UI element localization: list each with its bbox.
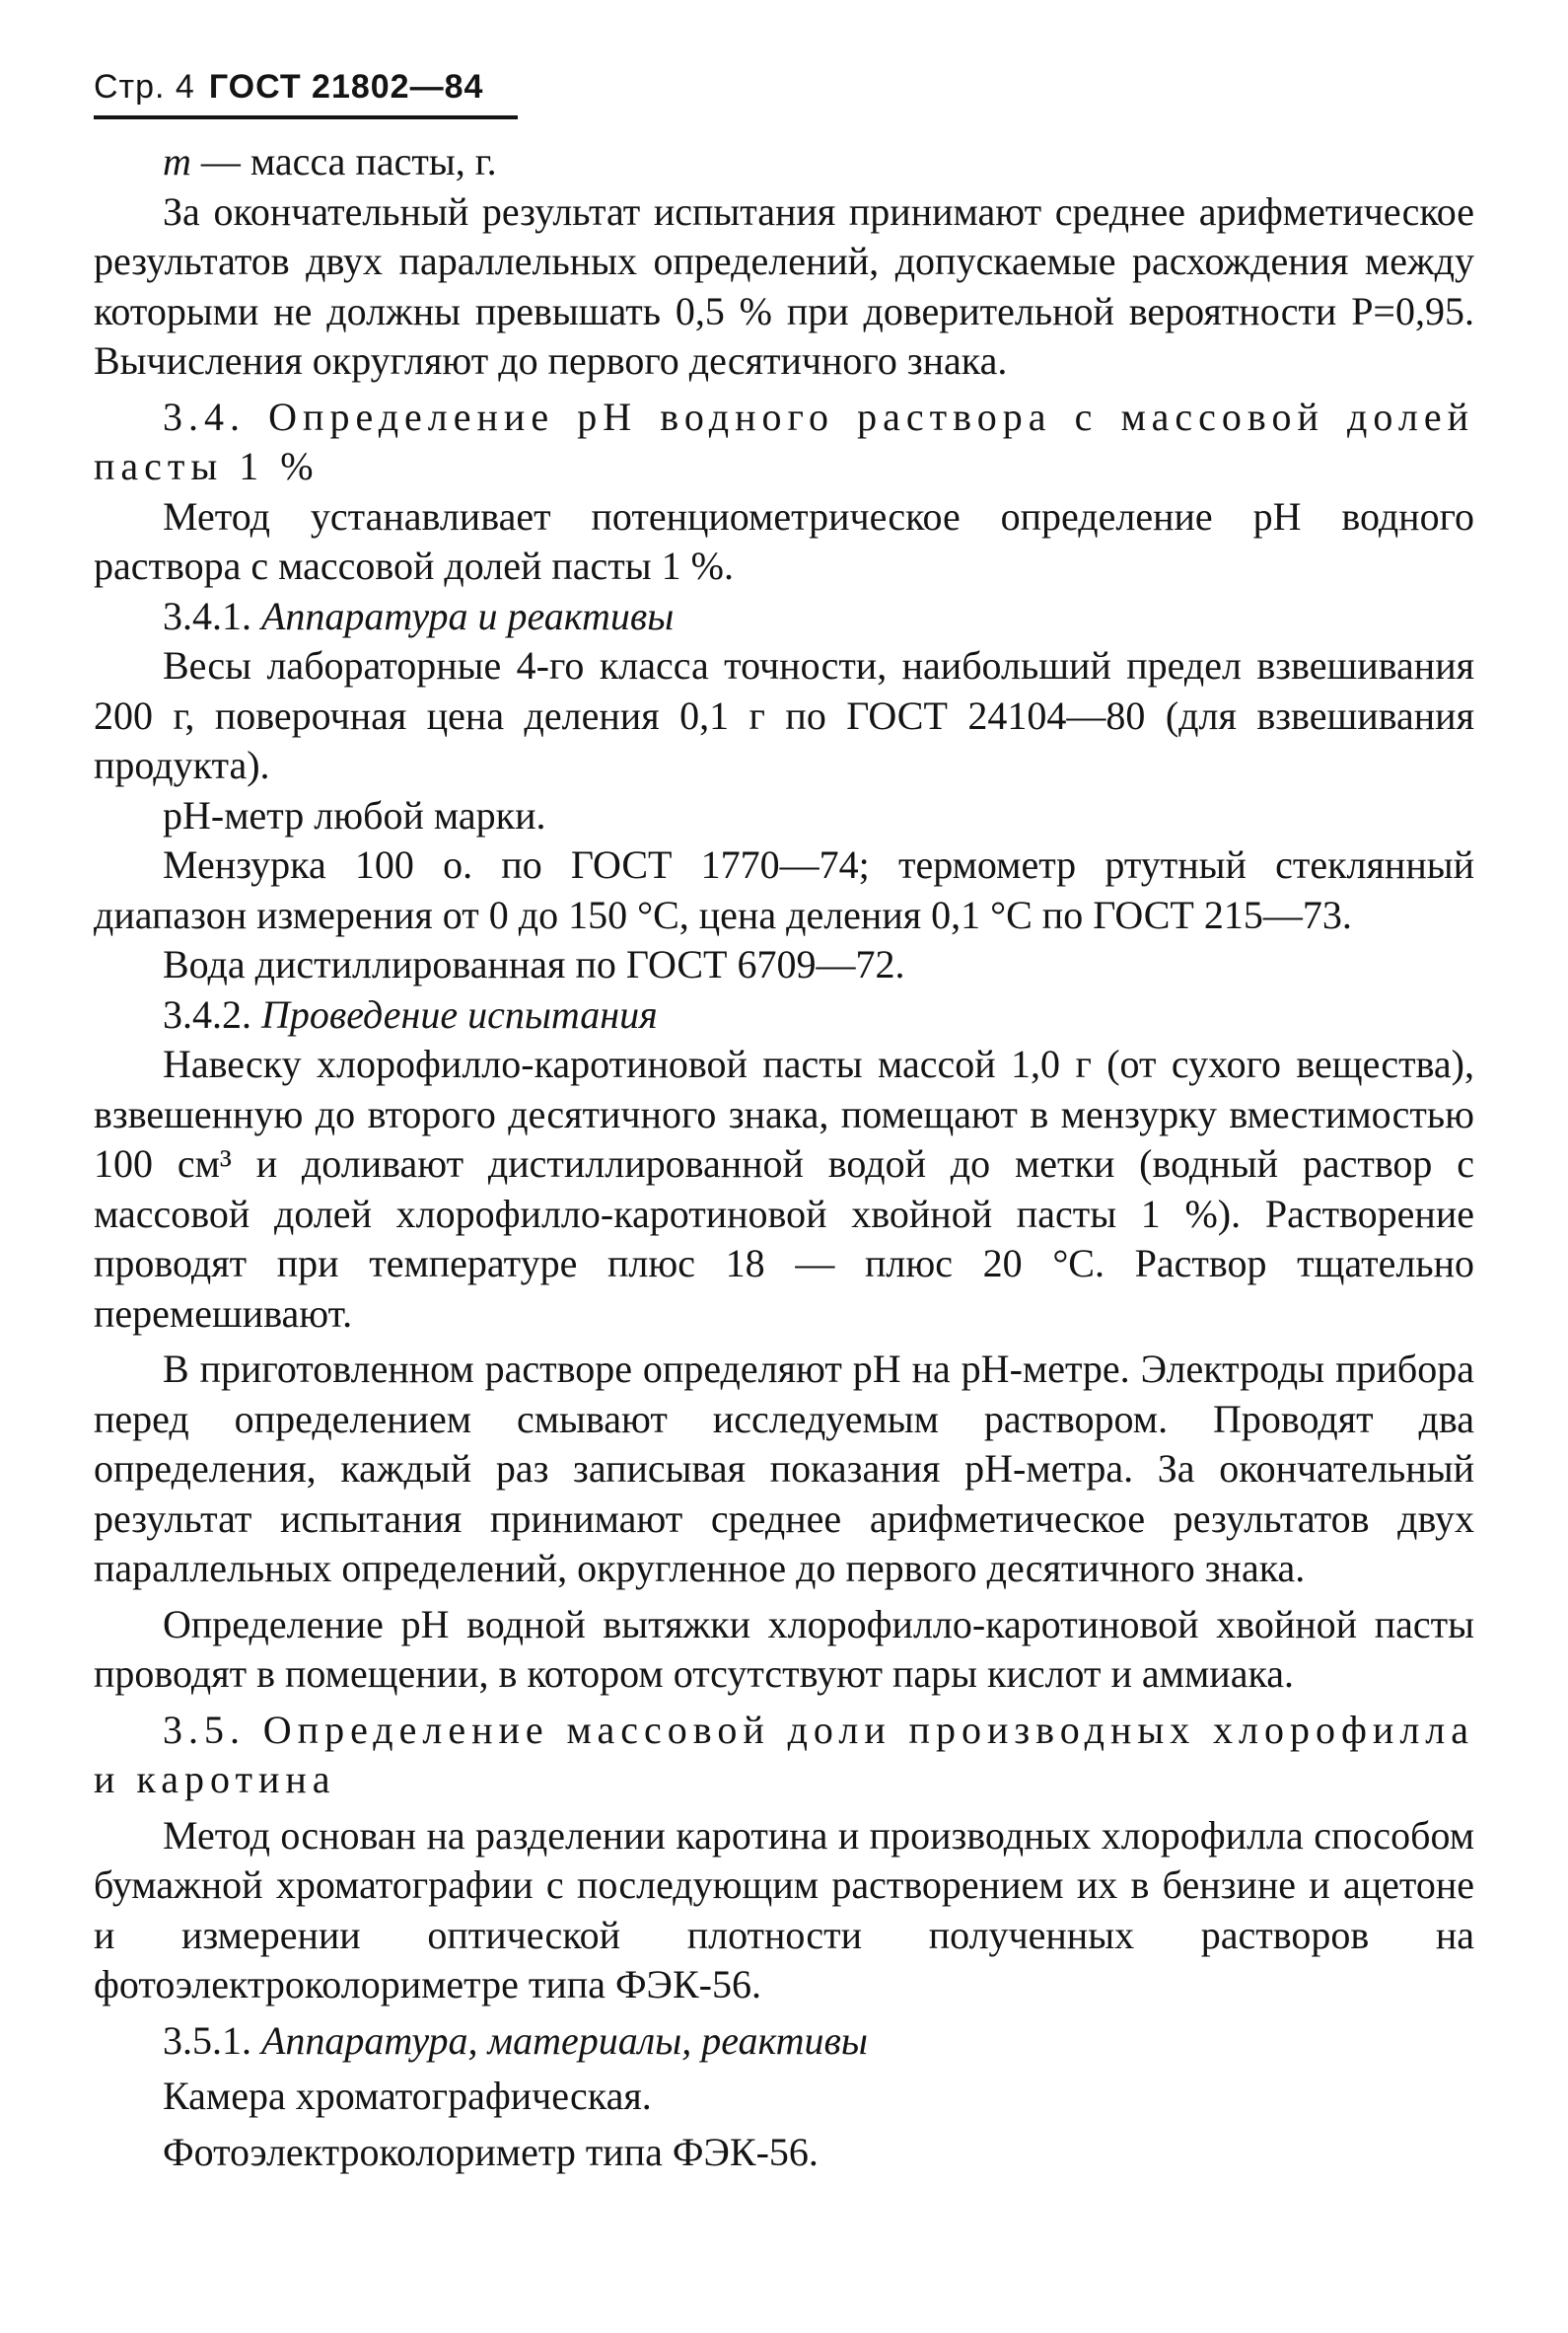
subsection-number: 3.4.1. — [163, 593, 251, 638]
subsection-heading: Проведение испытания — [261, 991, 658, 1037]
variable-description: — масса пасты, г. — [190, 139, 497, 184]
page-header — [94, 69, 518, 119]
page-number: Стр. 4 — [94, 68, 195, 106]
section-3-4-title: 3.4. Определение рН водного раствора с массовой долей пасты 1 % — [94, 394, 1474, 489]
paragraph-photocolorimeter: Фотоэлектроколориметр типа ФЭК-56. — [163, 2129, 819, 2174]
paragraph-scales: Весы лабораторные 4-го класса точности, наибольший предел взвешивания 200 г, поверочная цена деления 0,1 г по ГОСТ 24104—80 (для взвешивания продукта). — [94, 643, 1474, 788]
paragraph-room-conditions: Определение рН водной вытяжки хлорофилло-каротиновой хвойной пасты проводят в помещении, в котором отсутствуют пары кислот и аммиака. — [94, 1601, 1474, 1697]
paragraph-beaker: Мензурка 100 о. по ГОСТ 1770—74; термометр ртутный стеклянный диапазон измерения от 0 до 150 °С, цена деления 0,1 °С по ГОСТ 215—73. — [94, 842, 1474, 937]
paragraph-method-chromatography: Метод основан на разделении каротина и производных хлорофилла способом бумажной хроматографии с последующим растворением их в бензине и ацетоне и измерении оптической плотности полученных растворов на фотоэлектроколориметре типа ФЭК-56. — [94, 1812, 1474, 2007]
section-3-5-title: 3.5. Определение массовой доли производных хлорофилла и каротина — [94, 1707, 1474, 1802]
paragraph-method-ph: Метод устанавливает потенциометрическое определение рН водного раствора с массовой долей пасты 1 %. — [94, 493, 1474, 589]
subsection-heading: Аппаратура и реактивы — [261, 593, 675, 638]
paragraph-sample: Навеску хлорофилло-каротиновой пасты массой 1,0 г (от сухого вещества), взвешенную до второго десятичного знака, помещают в мензурку вместимостью 100 см³ и доливают дистиллированной водой до метки (водный раствор с массовой долей хлорофилло-каротиновой хвойной пасты 1 %). Растворение проводят при температуре плюс 18 — плюс 20 °С. Раствор тщательно перемешивают. — [94, 1042, 1474, 1336]
subsection-3-4-2-title — [94, 990, 1474, 1041]
subsection-heading: Аппаратура, материалы, реактивы — [261, 2017, 868, 2063]
paragraph-ph-meter: рН-метр любой марки. — [163, 792, 546, 838]
subsection-3-4-1-title — [94, 592, 1474, 642]
variable-definition — [94, 137, 1474, 187]
document-code: ГОСТ 21802—84 — [208, 68, 484, 106]
subsection-number: 3.5.1. — [163, 2017, 251, 2063]
paragraph-prepared-solution: В приготовленном растворе определяют рН на рН-метре. Электроды прибора перед определением смывают исследуемым раствором. Проводят два определения, каждый раз записывая показания рН-метра. За окончательный результат испытания принимают среднее арифметическое результатов двух параллельных определений, округленное до первого десятичного знака. — [94, 1347, 1474, 1591]
paragraph-water: Вода дистиллированная по ГОСТ 6709—72. — [163, 942, 905, 987]
paragraph-result: За окончательный результат испытания принимают среднее арифметическое результатов двух параллельных определений, допускаемые расхождения между которыми не должны превышать 0,5 % при доверительной вероятности P=0,95. Вычисления округляют до первого десятичного знака. — [94, 188, 1474, 384]
subsection-number: 3.4.2. — [163, 991, 251, 1037]
document-page — [94, 69, 1474, 2177]
subsection-3-5-1-title — [94, 2016, 1474, 2067]
variable-symbol: m — [163, 139, 191, 184]
paragraph-chamber: Камера хроматографическая. — [163, 2074, 652, 2119]
